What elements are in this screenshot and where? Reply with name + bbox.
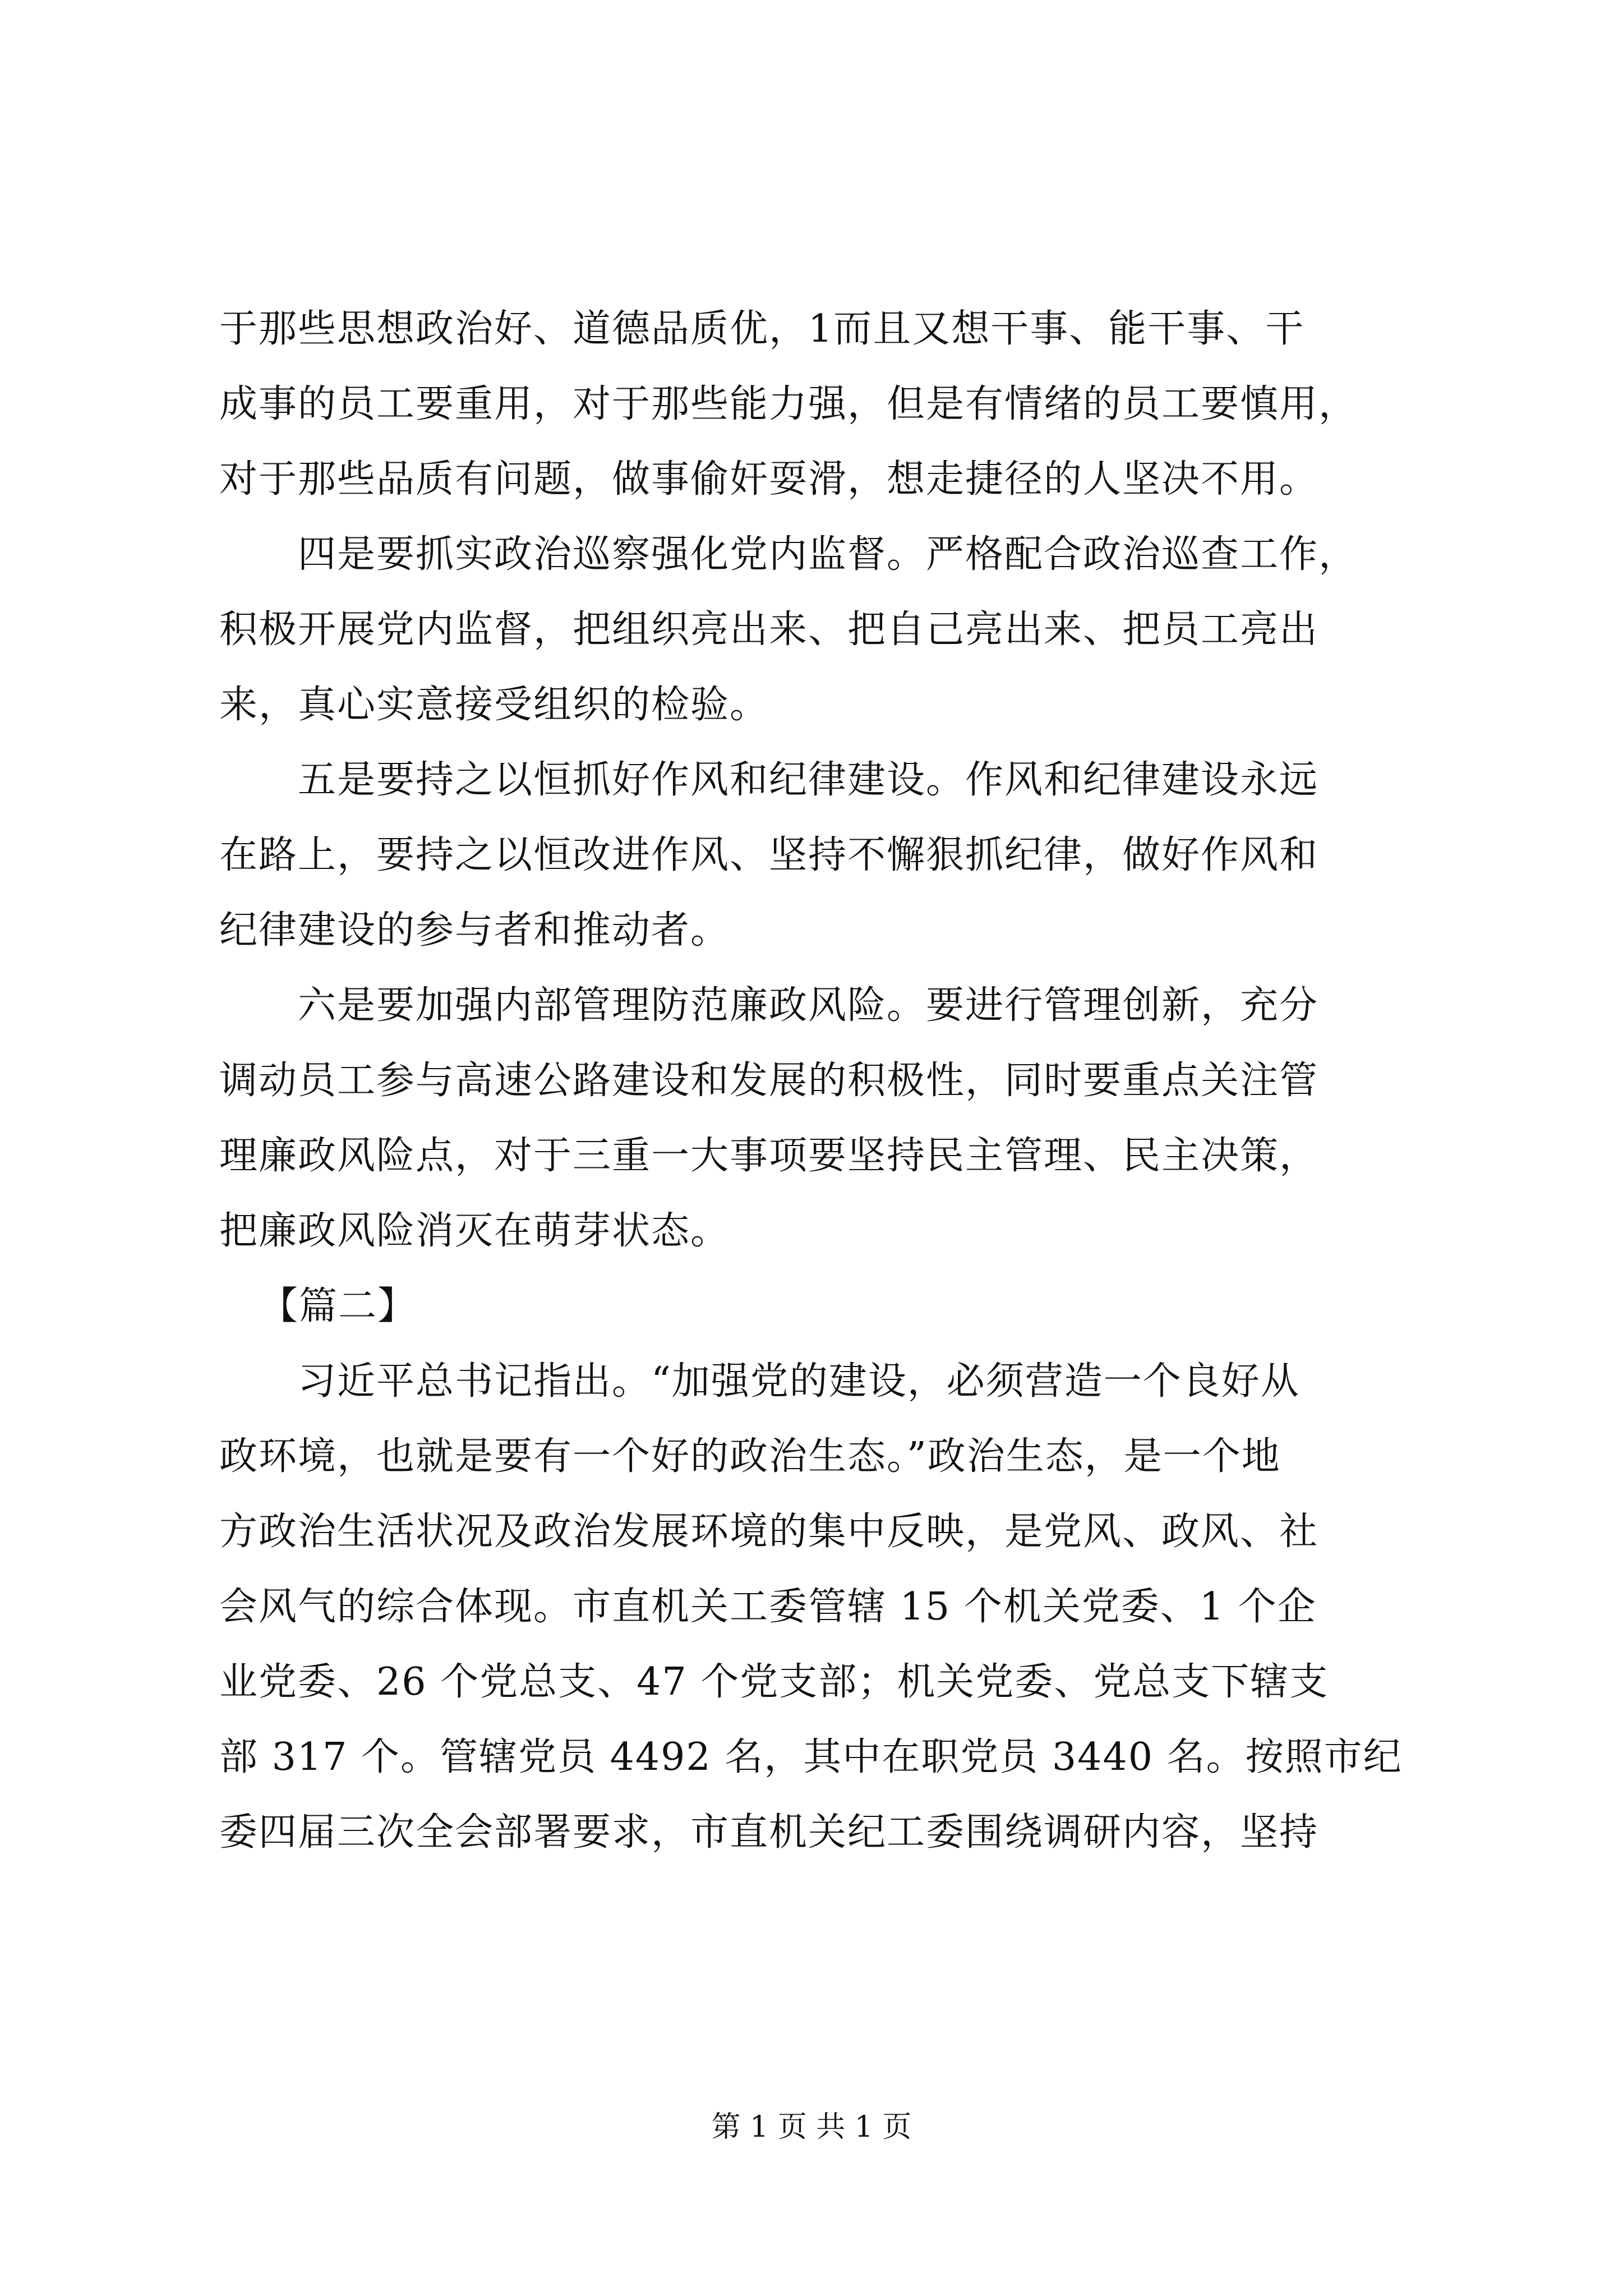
text-line: 成事的员工要重用，对于那些能力强，但是有情绪的员工要慎用， bbox=[219, 382, 1358, 426]
text-line: 对于那些品质有问题，做事偷奸耍滑，想走捷径的人坚决不用。 bbox=[219, 457, 1319, 501]
section-heading: 【篇二】 bbox=[260, 1284, 417, 1328]
document-body bbox=[219, 292, 1425, 1870]
text-line: 委四届三次全会部署要求，市直机关纪工委围绕调研内容，坚持 bbox=[219, 1810, 1319, 1855]
text-line: 调动员工参与高速公路建设和发展的积极性，同时要重点关注管 bbox=[219, 1059, 1319, 1103]
text-line: 业党委、26 个党总支、47 个党支部；机关党委、党总支下辖支 bbox=[219, 1660, 1329, 1704]
text-line: 积极开展党内监督，把组织亮出来、把自己亮出来、把员工亮出 bbox=[219, 608, 1319, 652]
text-line: 政环境，也就是要有一个好的政治生态。”政治生态，是一个地 bbox=[219, 1434, 1281, 1479]
paragraph-start-line: 四是要抓实政治巡察强化党内监督。严格配合政治巡查工作， bbox=[298, 532, 1358, 577]
text-line: 部 317 个。管辖党员 4492 名，其中在职党员 3440 名。按照市纪 bbox=[219, 1735, 1403, 1779]
text-line: 方政治生活状况及政治发展环境的集中反映，是党风、政风、社 bbox=[219, 1510, 1319, 1554]
text-line: 理廉政风险点，对于三重一大事项要坚持民主管理、民主决策， bbox=[219, 1134, 1319, 1178]
text-line: 在路上，要持之以恒改进作风、坚持不懈狠抓纪律，做好作风和 bbox=[219, 833, 1319, 877]
paragraph-start-line: 五是要持之以恒抓好作风和纪律建设。作风和纪律建设永远 bbox=[298, 758, 1319, 802]
page-number-footer: 第 1 页 共 1 页 bbox=[711, 2110, 912, 2144]
paragraph-start-line: 习近平总书记指出。“加强党的建设，必须营造一个良好从 bbox=[298, 1359, 1300, 1404]
text-line: 会风气的综合体现。市直机关工委管辖 15 个机关党委、1 个企 bbox=[219, 1585, 1317, 1629]
text-line: 于那些思想政治好、道德品质优，1而且又想干事、能干事、干 bbox=[219, 307, 1305, 351]
text-line: 纪律建设的参与者和推动者。 bbox=[219, 908, 730, 953]
paragraph-start-line: 六是要加强内部管理防范廉政风险。要进行管理创新，充分 bbox=[298, 983, 1319, 1028]
text-line: 把廉政风险消灭在萌芽状态。 bbox=[219, 1209, 730, 1253]
text-line: 来，真心实意接受组织的检验。 bbox=[219, 683, 769, 727]
